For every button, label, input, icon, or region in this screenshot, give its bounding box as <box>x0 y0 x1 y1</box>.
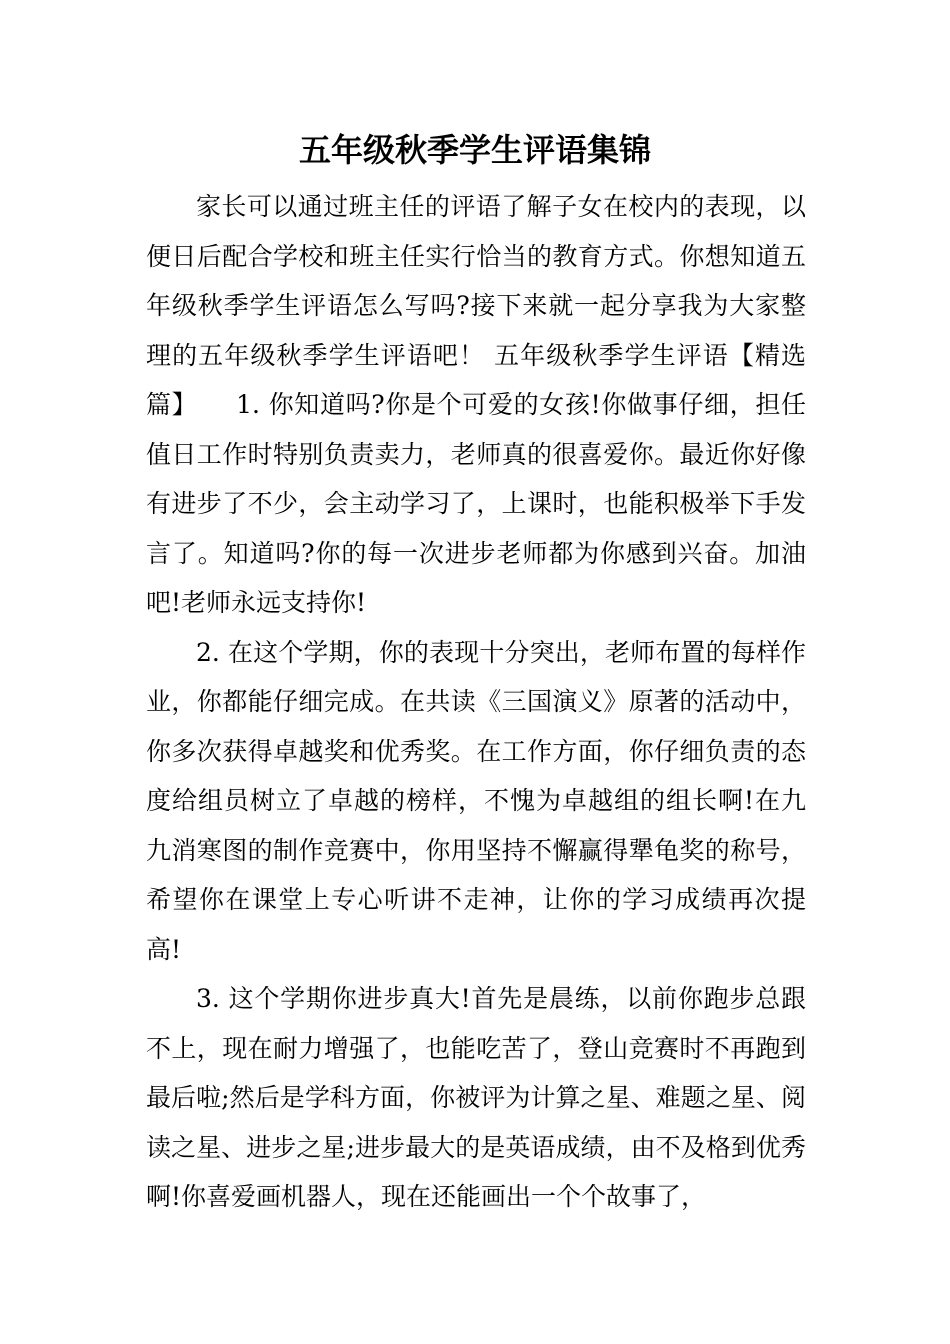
paragraph-intro: 家长可以通过班主任的评语了解子女在校内的表现，以便日后配合学校和班主任实行恰当的教育方式。你想知道五年级秋季学生评语怎么写吗?接下来就一起分享我为大家整理的五年级秋季学生评语吧！ 五年级秋季学生评语【精选篇】 1. 你知道吗?你是个可爱的女孩!你做事仔细，担任值日工作时特别负责卖力，老师真的很喜爱你。最近你好像有进步了不少，会主动学习了，上课时，也能积极举下手发言了。知道吗?你的每一次进步老师都为你感到兴奋。加油吧!老师永远支持你! <box>146 192 806 617</box>
document-body <box>146 182 806 1222</box>
document-title: 五年级秋季学生评语集锦 <box>298 131 651 169</box>
paragraph-comment-2: 2. 在这个学期，你的表现十分突出，老师布置的每样作业，你都能仔细完成。在共读《三国演义》原著的活动中，你多次获得卓越奖和优秀奖。在工作方面，你仔细负责的态度给组员树立了卓越的榜样，不愧为卓越组的组长啊!在九九消寒图的制作竞赛中，你用坚持不懈赢得犟龟奖的称号，希望你在课堂上专心听讲不走神，让你的学习成绩再次提高! <box>146 637 806 964</box>
paragraph-comment-3: 3. 这个学期你进步真大!首先是晨练，以前你跑步总跟不上，现在耐力增强了，也能吃苦了，登山竞赛时不再跑到最后啦;然后是学科方面，你被评为计算之星、难题之星、阅读之星、进步之星;进步最大的是英语成绩，由不及格到优秀啊!你喜爱画机器人，现在还能画出一个个故事了， <box>146 984 806 1211</box>
